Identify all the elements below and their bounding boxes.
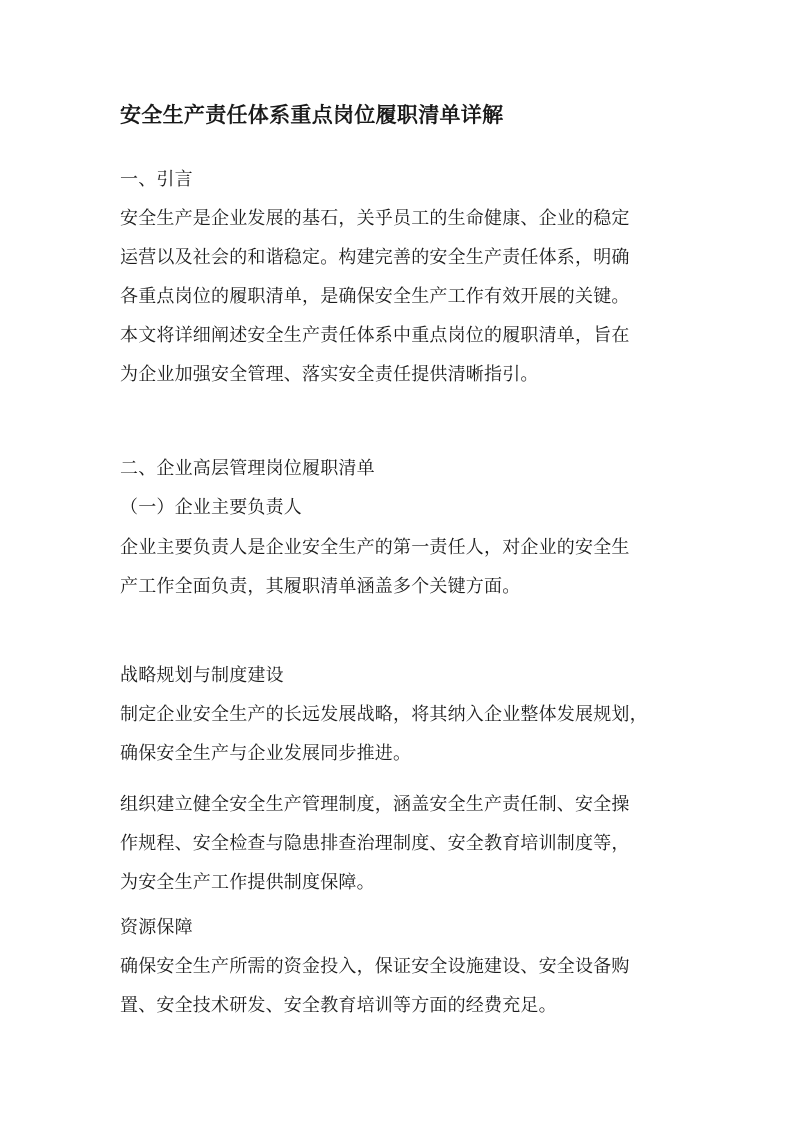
heading-text: 二、企业高层管理岗位履职清单 — [120, 458, 375, 479]
resource-paragraph — [120, 947, 680, 1025]
paragraph-line: 为企业加强安全管理、落实安全责任提供清晰指引。 — [120, 364, 539, 385]
paragraph-line: 产工作全面负责，其履职清单涵盖多个关键方面。 — [120, 576, 521, 597]
paragraph-line: 各重点岗位的履职清单，是确保安全生产工作有效开展的关键。 — [120, 286, 630, 307]
heading-text: 一、引言 — [120, 169, 193, 190]
document-title: 安全生产责任体系重点岗位履职清单详解 — [120, 102, 504, 127]
resource-heading — [120, 908, 680, 947]
sub1-heading — [120, 488, 680, 527]
intro-paragraph — [120, 199, 680, 394]
strategy-paragraph-1 — [120, 695, 680, 773]
paragraph-line: 企业主要负责人是企业安全生产的第一责任人，对企业的安全生 — [120, 537, 630, 558]
paragraph-line: 本文将详细阐述安全生产责任体系中重点岗位的履职清单，旨在 — [120, 325, 630, 346]
heading-text: 战略规划与制度建设 — [120, 665, 284, 686]
paragraph-line: 运营以及社会的和谐稳定。构建完善的安全生产责任体系，明确 — [120, 247, 630, 268]
paragraph-line: 作规程、安全检查与隐患排查治理制度、安全教育培训制度等， — [120, 833, 630, 854]
paragraph-line: 安全生产是企业发展的基石，关乎员工的生命健康、企业的稳定 — [120, 208, 630, 229]
paragraph-line: 组织建立健全安全生产管理制度，涵盖安全生产责任制、安全操 — [120, 794, 630, 815]
heading-text: 资源保障 — [120, 917, 193, 938]
paragraph-line: 置、安全技术研发、安全教育培训等方面的经费充足。 — [120, 995, 557, 1016]
sub1-paragraph — [120, 528, 680, 606]
section2-heading — [120, 449, 680, 488]
strategy-heading — [120, 656, 680, 695]
intro-heading — [120, 160, 680, 199]
paragraph-line: 为安全生产工作提供制度保障。 — [120, 872, 375, 893]
heading-text: （一）企业主要负责人 — [120, 497, 302, 518]
paragraph-line: 确保安全生产所需的资金投入，保证安全设施建设、安全设备购 — [120, 956, 630, 977]
paragraph-line: 确保安全生产与企业发展同步推进。 — [120, 743, 412, 764]
paragraph-line: 制定企业安全生产的长远发展战略，将其纳入企业整体发展规划， — [120, 704, 648, 725]
strategy-paragraph-2 — [120, 785, 680, 902]
